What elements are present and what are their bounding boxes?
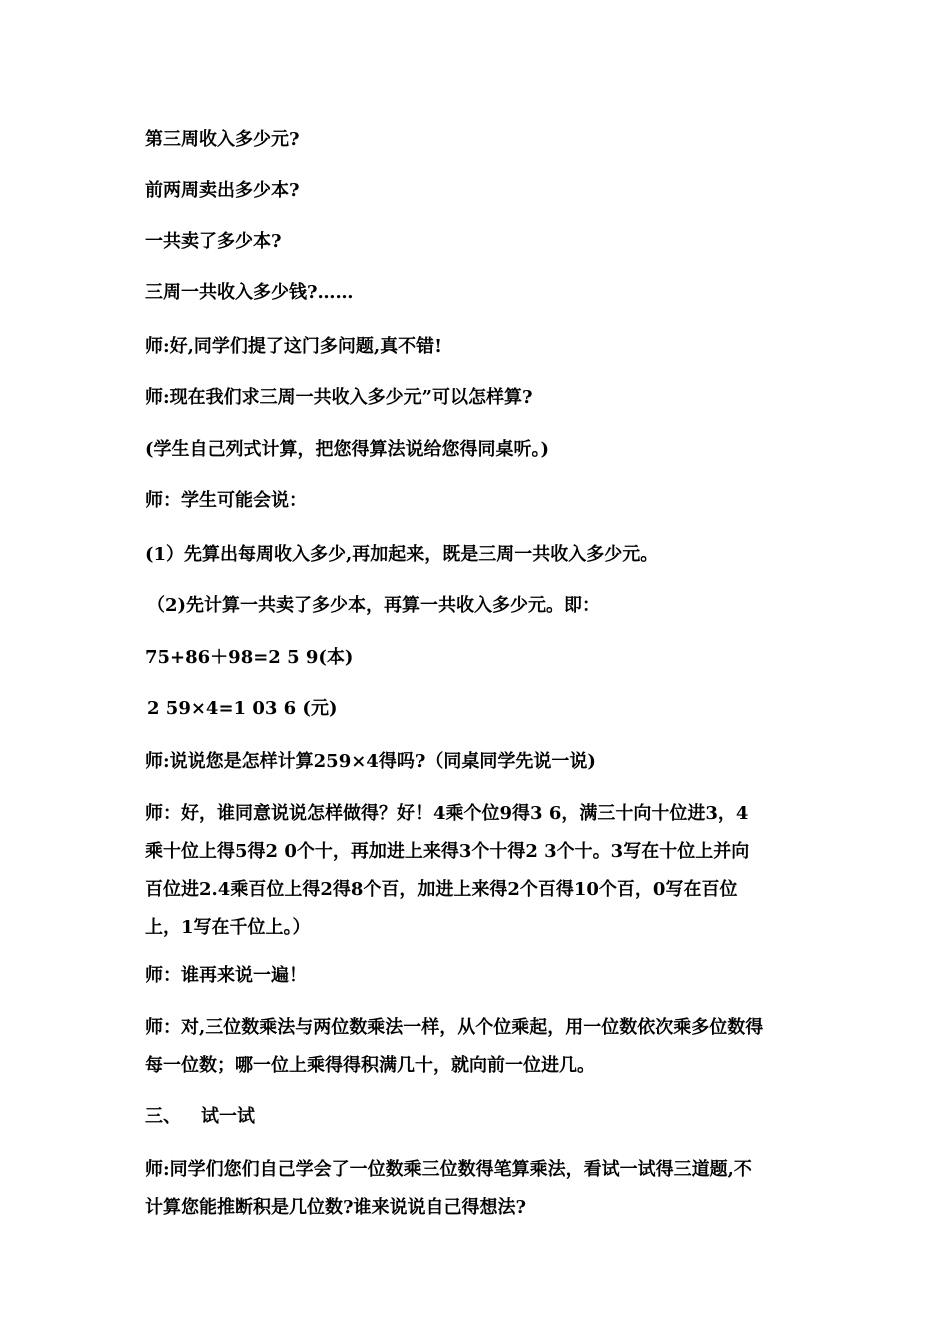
text-line: 三周一共收入多少钱?…… [145, 282, 354, 303]
explanation-paragraph [145, 795, 810, 947]
text-line: 师：谁再来说一遍！ [145, 965, 307, 986]
text-line: 师:好,同学们提了这门多问题,真不错! [145, 336, 443, 357]
summary-paragraph [145, 1009, 810, 1085]
text-line: 一共卖了多少本? [145, 231, 282, 252]
text-line: 师:现在我们求三周一共收入多少元”可以怎样算? [145, 387, 533, 408]
text-line: 师：学生可能会说： [145, 490, 307, 511]
equation-line: 75+86＋98=2 5 9(本) [145, 647, 354, 668]
text-line: （2)先计算一共卖了多少本，再算一共收入多少元。即： [147, 595, 601, 616]
try-paragraph [145, 1151, 810, 1227]
section-number: 三、 [145, 1106, 181, 1127]
paragraph-line: 每一位数；哪一位上乘得得积满几十，就向前一位进几。 [145, 1055, 595, 1076]
section-title: 试一试 [201, 1106, 255, 1127]
paragraph-line: 上，1写在千位上。） [145, 917, 311, 938]
text-line: 第三周收入多少元? [145, 129, 300, 150]
paragraph-line: 师：对,三位数乘法与两位数乘法一样，从个位乘起，用一位数依次乘多位数得 [145, 1017, 764, 1038]
text-line: 师:说说您是怎样计算259×4得吗?（同桌同学先说一说) [145, 751, 596, 772]
paragraph-line: 师:同学们您们自己学会了一位数乘三位数得笔算乘法，看试一试得三道题,不 [145, 1159, 752, 1180]
paragraph-line: 师：好，谁同意说说怎样做得？好！4乘个位9得3 6，满三十向十位进3，4 [145, 803, 749, 824]
section-heading [145, 1104, 825, 1130]
paragraph-line: 乘十位上得5得2 0个十，再加进上来得3个十得2 3个十。3写在十位上并向 [145, 841, 750, 862]
text-line: (1）先算出每周收入多少,再加起来，既是三周一共收入多少元。 [145, 544, 659, 565]
equation-line: 2 59×4=1 03 6 (元) [147, 698, 338, 719]
text-line: (学生自己列式计算，把您得算法说给您得同桌听。) [145, 439, 550, 460]
paragraph-line: 百位进2.4乘百位上得2得8个百，加进上来得2个百得10个百，0写在百位 [145, 879, 738, 900]
paragraph-line: 计算您能推断积是几位数?谁来说说自己得想法? [145, 1197, 527, 1218]
text-line: 前两周卖出多少本? [145, 180, 300, 201]
